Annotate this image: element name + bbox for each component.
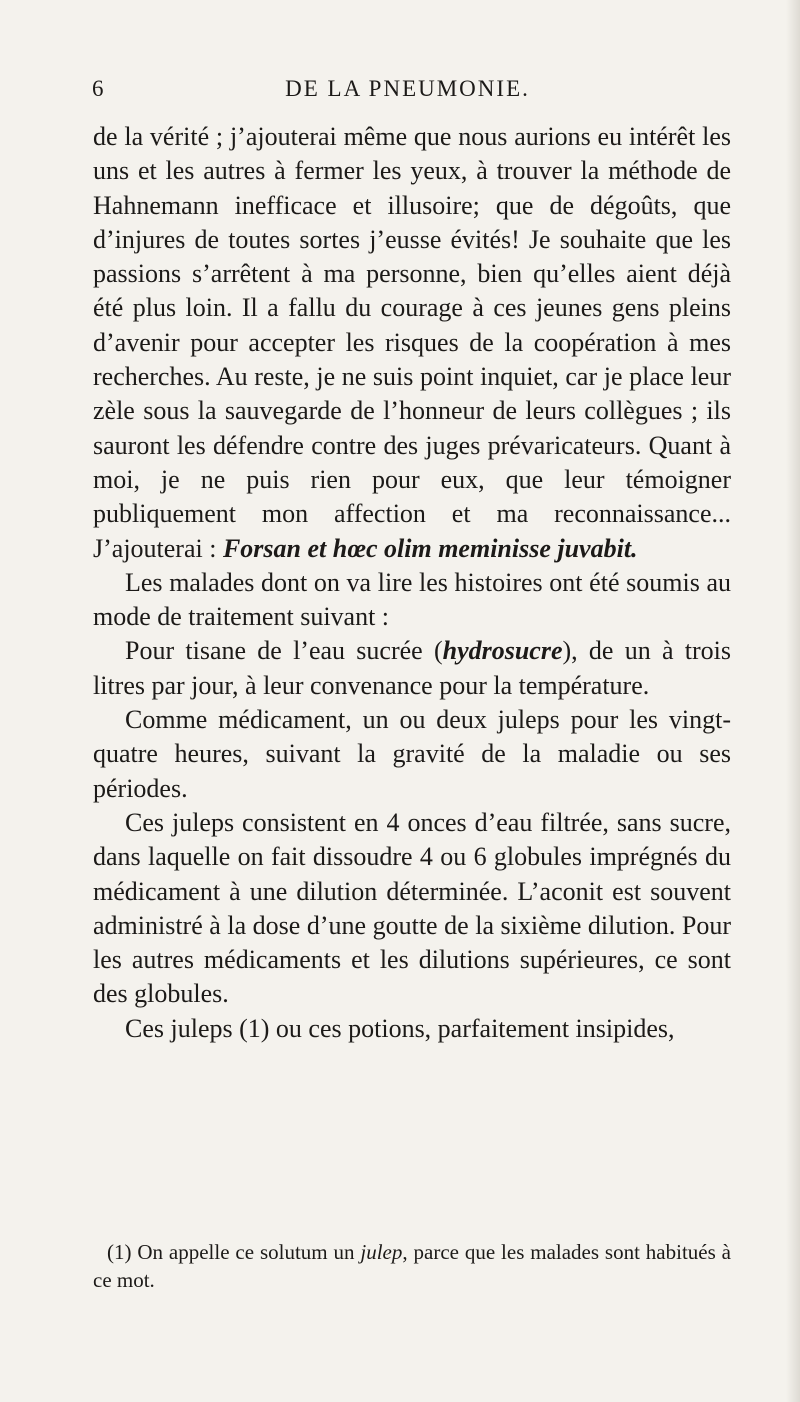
text-run: Ces juleps consistent en 4 onces d’eau filtrée, sans sucre, dans laquelle on fait dissoudre 4 ou 6 globules imprégnés du médicament à une dilution déterminée. L’aconit est souvent administré à la dose d’une goutte de la sixième dilution. Pour les autres médicaments et les dilutions supérieures, ce sont des globules. [93, 807, 731, 1009]
text-run: de la vérité ; j’ajouterai même que nous aurions eu intérêt les uns et les autres à fermer les yeux, à trouver la méthode de Hahnemann inefficace et illusoire; que de dégoûts, que d’injures de toutes sortes j’eusse évités! Je souhaite que les passions s’arrêtent à ma personne, bien qu’elles aient déjà été plus loin. Il a fallu du courage à ces jeunes gens pleins d’avenir pour accepter les risques de la coopération à mes recherches. Au reste, je ne suis point inquiet, car je place leur zèle sous la sauvegarde de l’honneur de leurs collègues ; ils sauront les défendre contre des juges prévaricateurs. Quant à moi, je ne puis rien pour eux, que leur témoigner publiquement mon affection et ma reconnaissance... J’ajouterai : [93, 122, 731, 563]
footnote [93, 1238, 731, 1294]
running-title: DE LA PNEUMONIE. [285, 76, 530, 101]
text-run: (1) On appelle ce solutum un [107, 1240, 361, 1264]
text-run: Les malades dont on va lire les histoires ont été soumis au mode de traitement suivant : [93, 567, 731, 632]
page-header [80, 76, 735, 110]
footnote-text [93, 1238, 731, 1294]
paragraph [93, 566, 731, 635]
italic-run: hydrosucre [442, 636, 563, 666]
page-number: 6 [92, 76, 105, 101]
paragraph [93, 634, 731, 703]
paragraph [93, 120, 731, 566]
text-run: Pour tisane de l’eau sucrée ( [125, 636, 443, 666]
body-text [93, 120, 731, 1046]
paragraph [93, 806, 731, 1012]
paragraph [93, 1012, 731, 1046]
italic-run: julep [360, 1240, 403, 1264]
text-run: Ces juleps (1) ou ces potions, parfaitement insipides, [125, 1013, 675, 1043]
text-run: , parce que les malades sont habitués à ce mot. [93, 1240, 731, 1292]
italic-run: Forsan et hœc olim meminisse juvabit. [222, 533, 638, 563]
text-run: ), de un à trois litres par jour, à leur convenance pour la température. [93, 636, 731, 700]
paragraph [93, 703, 731, 806]
text-run: Comme médicament, un ou deux juleps pour les vingt-quatre heures, suivant la gravité de la maladie ou ses périodes. [93, 705, 731, 803]
